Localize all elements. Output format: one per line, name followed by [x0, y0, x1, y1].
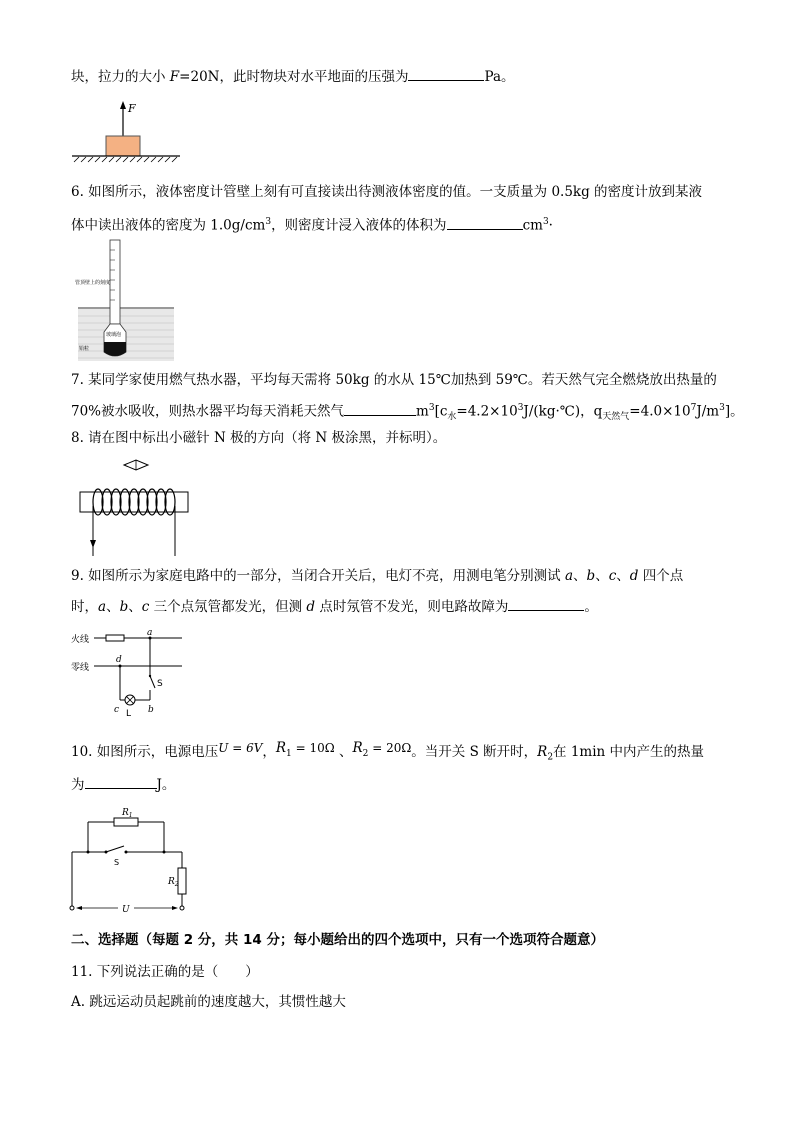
point-a: a: [147, 628, 153, 638]
q9-line2: 时，a、b、c 三个点氖管都发光，但测 d 点时氖管不发光，则电路故障为 。: [71, 596, 598, 617]
q6-line1: 6. 如图所示，液体密度计管壁上刻有可直接读出待测液体密度的值。一支质量为 0.5kg 的密度计放到某液: [71, 184, 703, 200]
answer-blank-q9[interactable]: [508, 596, 584, 611]
q5-line: 块，拉力的大小 F=20N，此时物块对水平地面的压强为 Pa。: [71, 66, 515, 87]
resistor-r2: [178, 868, 186, 894]
q11-stem: 11. 下列说法正确的是（ ）: [71, 964, 259, 980]
solenoid-figure: [76, 456, 192, 560]
q7-line2: 70%被水吸收，则热水器平均每天消耗天然气 $m^3[c_水=4.2\times 10^3J/(kg\cdot℃)$，$q_{天然气}=4.0\times 10^7J/m^3$]。: [71, 398, 744, 427]
hydrometer-figure: [74, 238, 178, 362]
q9-line1: 9. 如图所示为家庭电路中的一部分，当闭合开关后，电灯不亮，用测电笔分别测试 a、b、c、d 四个点: [71, 568, 684, 584]
point-d: d: [116, 655, 122, 665]
q7-line1: 7. 某同学家使用燃气热水器，平均每天需将 50kg 的水从 15℃加热到 59℃。若天然气完全燃烧放出热量的: [71, 372, 717, 388]
bottom-label: 铅粒: [79, 346, 90, 352]
resistor-r1: [114, 818, 138, 826]
voltage-u-label: U: [122, 905, 130, 915]
q10-line1: 10. 如图所示，电源电压U = 6V，$R_1 = 10\Omega$ 、$R_2 = 20\Omega$。当开关 S 断开时，$R_2$在 1min 中内产生的热量: [71, 740, 705, 763]
switch-s[interactable]: [150, 676, 155, 688]
household-circuit-figure: [70, 626, 186, 718]
block-force-figure: [70, 98, 182, 164]
r2-label: $R_2$: [168, 877, 179, 888]
answer-blank-q7[interactable]: [344, 401, 416, 416]
switch-label: S: [157, 679, 163, 689]
q6-line2: 体中读出液体的密度为 $1.0g/cm^3$，则密度计浸入液体的体积为 $cm^3\cdot$: [71, 212, 553, 236]
r1-label: $R_1$: [122, 808, 133, 819]
neutral-wire-label: 零线: [71, 663, 90, 673]
answer-blank-q6[interactable]: [447, 215, 523, 230]
section-2-title: 二、选择题（每题 2 分，共 14 分；每小题给出的四个选项中，只有一个选项符合题意）: [71, 932, 604, 948]
glass-label: 玻璃泡: [106, 332, 122, 338]
answer-blank-q5[interactable]: [408, 66, 484, 81]
fuse: [106, 635, 124, 641]
switch-s-q10[interactable]: [106, 846, 124, 852]
live-wire-label: 火线: [71, 635, 90, 645]
lamp-label: L: [126, 709, 132, 718]
q8-line1: 8. 请在图中标出小磁针 N 极的方向（将 N 极涂黑，并标明）。: [71, 430, 447, 446]
switch-s-label: S: [114, 858, 120, 867]
tube-label: 管顶壁上的刻度: [75, 280, 111, 286]
q10-line2: 为 J。: [71, 774, 175, 795]
resistor-circuit-figure: [68, 804, 188, 916]
force-label: F: [128, 102, 136, 115]
q11-option-a[interactable]: A. 跳远运动员起跳前的速度越大，其惯性越大: [71, 994, 346, 1010]
point-b: b: [148, 705, 154, 715]
point-c: c: [114, 705, 120, 715]
answer-blank-q10[interactable]: [85, 774, 157, 789]
